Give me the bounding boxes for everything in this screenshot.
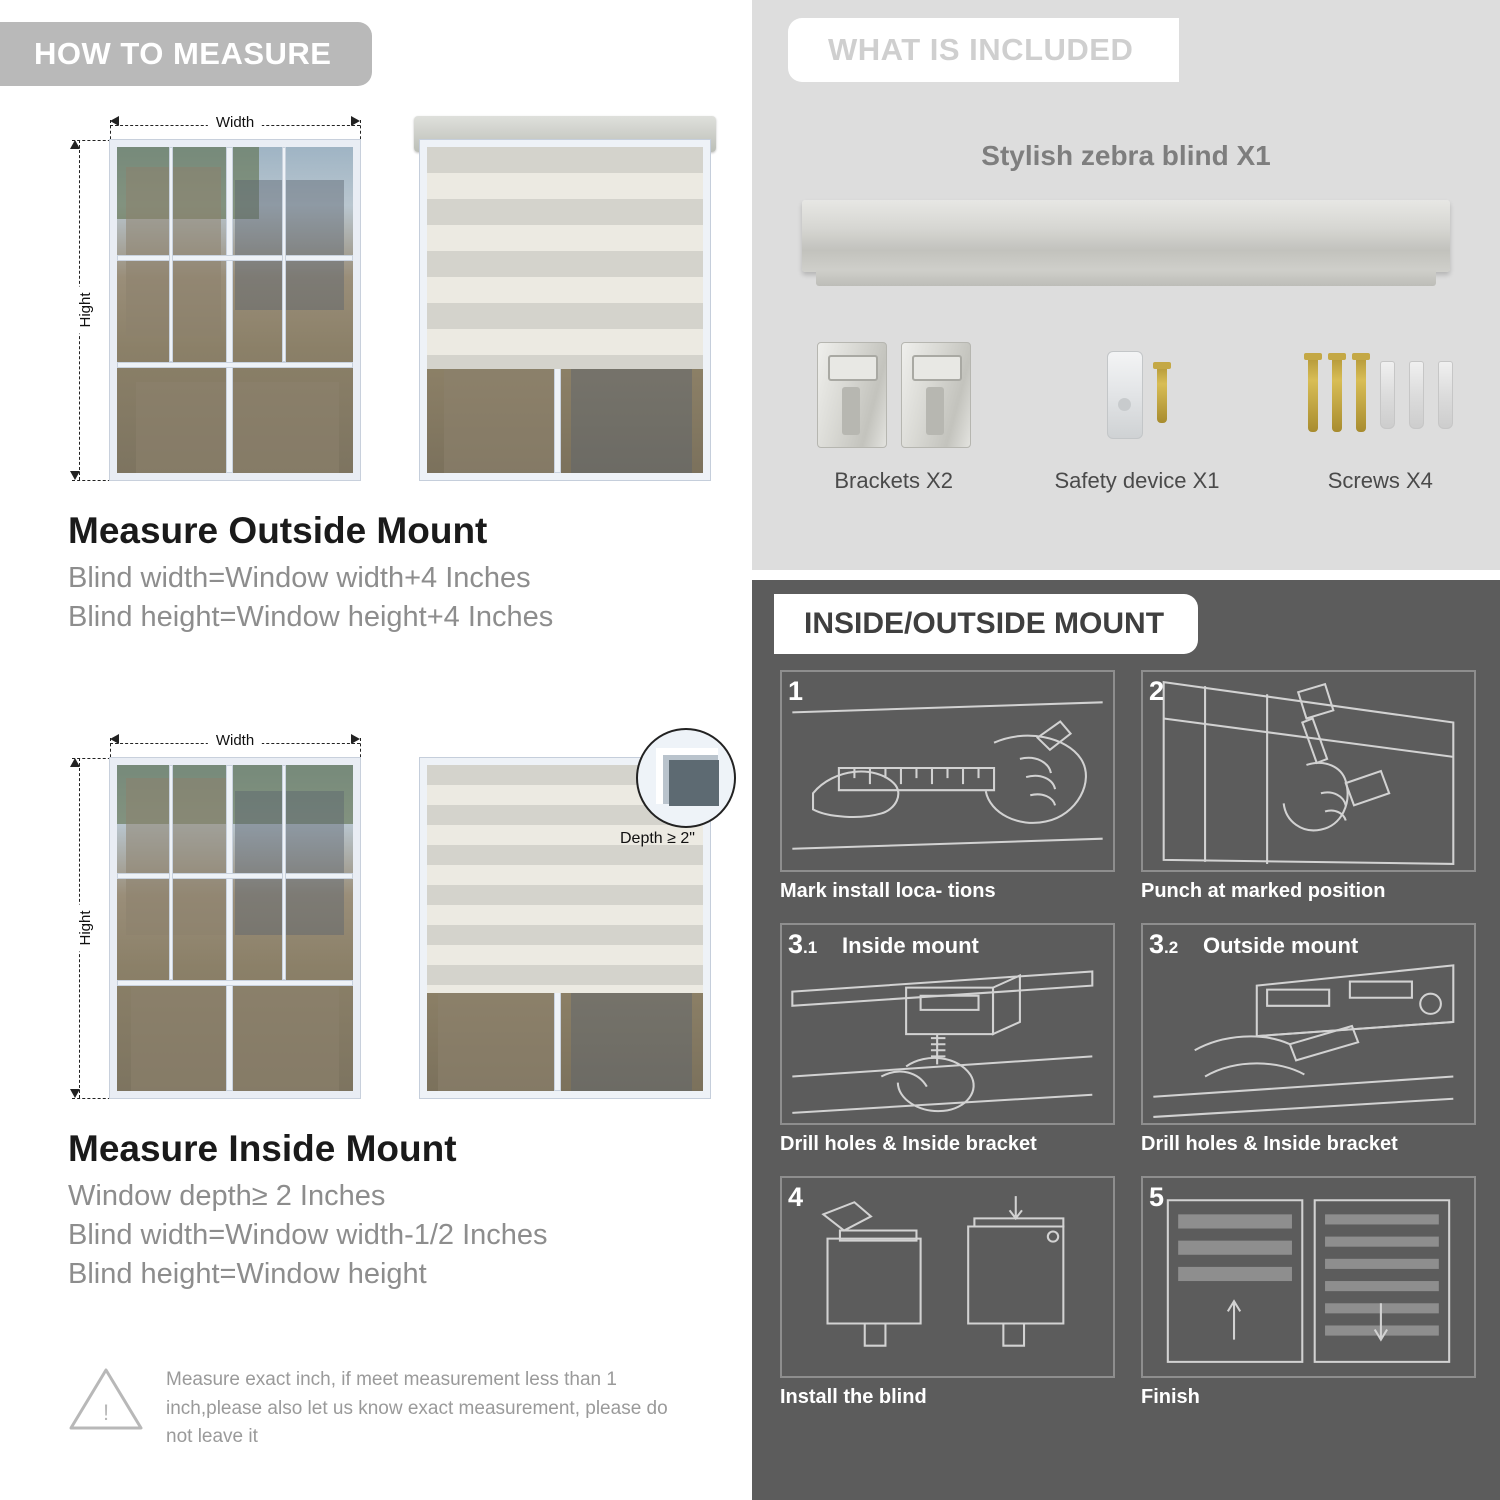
inside-outside-mount-title: INSIDE/OUTSIDE MOUNT [774, 594, 1198, 654]
outside-height-label: Hight [75, 286, 96, 333]
step-5-caption: Finish [1141, 1386, 1200, 1408]
inside-outside-mount-panel [752, 580, 1500, 1500]
window-with-blind-outside [420, 140, 710, 480]
inside-height-dimension [68, 758, 95, 1098]
install-steps-grid [780, 670, 1476, 1409]
part-label-safety: Safety device X1 [1054, 468, 1220, 493]
window-scene [117, 765, 353, 1091]
inside-mount-line-1: Window depth≥ 2 Inches [68, 1180, 386, 1212]
step-3-2-number [1149, 929, 1178, 960]
step-2-caption: Punch at marked position [1141, 880, 1386, 902]
install-step-3-1 [780, 923, 1115, 1156]
step-1-number: 1 [788, 676, 804, 706]
install-step-1 [780, 670, 1115, 903]
depth-recess-shape [669, 760, 719, 806]
outside-mount-block [0, 100, 740, 640]
step-2-number: 2 [1149, 676, 1165, 706]
part-brackets [772, 330, 1015, 494]
outside-mount-line-2: Blind height=Window height+4 Inches [68, 601, 554, 633]
step-3-1-inline-label: Inside mount [842, 933, 979, 958]
window-illustration-inside [110, 758, 360, 1098]
outside-mount-illustration [40, 100, 740, 500]
step-3-2-number-main: 3 [1149, 929, 1165, 959]
step-4-illustration [780, 1176, 1115, 1378]
step-3-1-caption: Drill holes & Inside bracket [780, 1133, 1037, 1155]
what-is-included-title: WHAT IS INCLUDED [788, 18, 1179, 82]
step-3-1-number-main: 3 [788, 929, 804, 959]
install-step-5 [1141, 1176, 1476, 1409]
svg-text:!: ! [102, 1400, 110, 1425]
depth-detail-callout [636, 728, 736, 828]
width-tick-right [360, 120, 362, 150]
step-3-1-number [788, 929, 817, 960]
measure-warning [68, 1366, 688, 1452]
inside-mount-block [0, 718, 740, 1297]
step-3-2-inline-label: Outside mount [1203, 933, 1359, 958]
step-5-number: 5 [1149, 1182, 1165, 1212]
width-tick-right [360, 738, 362, 768]
inside-width-dimension [110, 732, 360, 754]
part-label-screws: Screws X4 [1327, 468, 1433, 493]
inside-mount-illustration [40, 718, 740, 1118]
step-4-number: 4 [788, 1182, 804, 1212]
install-step-2 [1141, 670, 1476, 903]
warning-triangle-icon [68, 1366, 144, 1432]
right-column [740, 0, 1500, 1500]
inside-mount-line-3: Blind height=Window height [68, 1258, 427, 1290]
how-to-measure-title: HOW TO MEASURE [0, 22, 372, 86]
step-4-caption: Install the blind [780, 1386, 927, 1408]
what-is-included-panel [752, 0, 1500, 570]
part-screws [1259, 330, 1500, 494]
step-3-2-illustration [1141, 923, 1476, 1125]
part-safety-device [1015, 330, 1258, 494]
step-3-2-number-sub: .2 [1164, 938, 1179, 957]
inside-height-label: Hight [75, 904, 96, 951]
inside-width-label: Width [208, 732, 262, 749]
bracket-icon [772, 330, 1015, 460]
height-tick-bottom [72, 1098, 116, 1100]
step-3-1-illustration [780, 923, 1115, 1125]
height-arrow-bottom [70, 1089, 80, 1098]
outside-mount-line-1: Blind width=Window width+4 Inches [68, 562, 531, 594]
screw-icon [1259, 330, 1500, 460]
width-arrow-right [351, 116, 360, 126]
zebra-blind-product-image [802, 200, 1450, 272]
install-step-3-2 [1141, 923, 1476, 1156]
step-5-illustration [1141, 1176, 1476, 1378]
outside-height-dimension [68, 140, 95, 480]
install-step-4 [780, 1176, 1115, 1409]
step-1-caption: Mark install loca- tions [780, 880, 996, 902]
outside-width-label: Width [208, 114, 262, 131]
included-subtitle: Stylish zebra blind X1 [981, 140, 1271, 171]
part-label-brackets: Brackets X2 [834, 468, 953, 493]
outside-width-dimension [110, 114, 360, 136]
width-arrow-right [351, 734, 360, 744]
step-2-illustration [1141, 670, 1476, 872]
step-1-illustration [780, 670, 1115, 872]
zebra-fabric-outside [427, 147, 703, 369]
safety-device-icon [1015, 330, 1258, 460]
step-3-1-number-sub: .1 [803, 938, 818, 957]
step-3-2-caption: Drill holes & Inside bracket [1141, 1133, 1398, 1155]
height-tick-bottom [72, 480, 116, 482]
window-illustration [110, 140, 360, 480]
outside-mount-heading: Measure Outside Mount [68, 510, 488, 551]
depth-label: Depth ≥ 2" [620, 830, 695, 847]
included-parts-list [772, 330, 1500, 494]
how-to-measure-panel [0, 0, 740, 1500]
height-arrow-bottom [70, 471, 80, 480]
inside-mount-heading: Measure Inside Mount [68, 1128, 457, 1169]
warning-text: Measure exact inch, if meet measurement less than 1 inch,please also let us know exact measurement, please do not leave it [166, 1369, 668, 1447]
window-scene [117, 147, 353, 473]
inside-mount-line-2: Blind width=Window width-1/2 Inches [68, 1219, 548, 1251]
